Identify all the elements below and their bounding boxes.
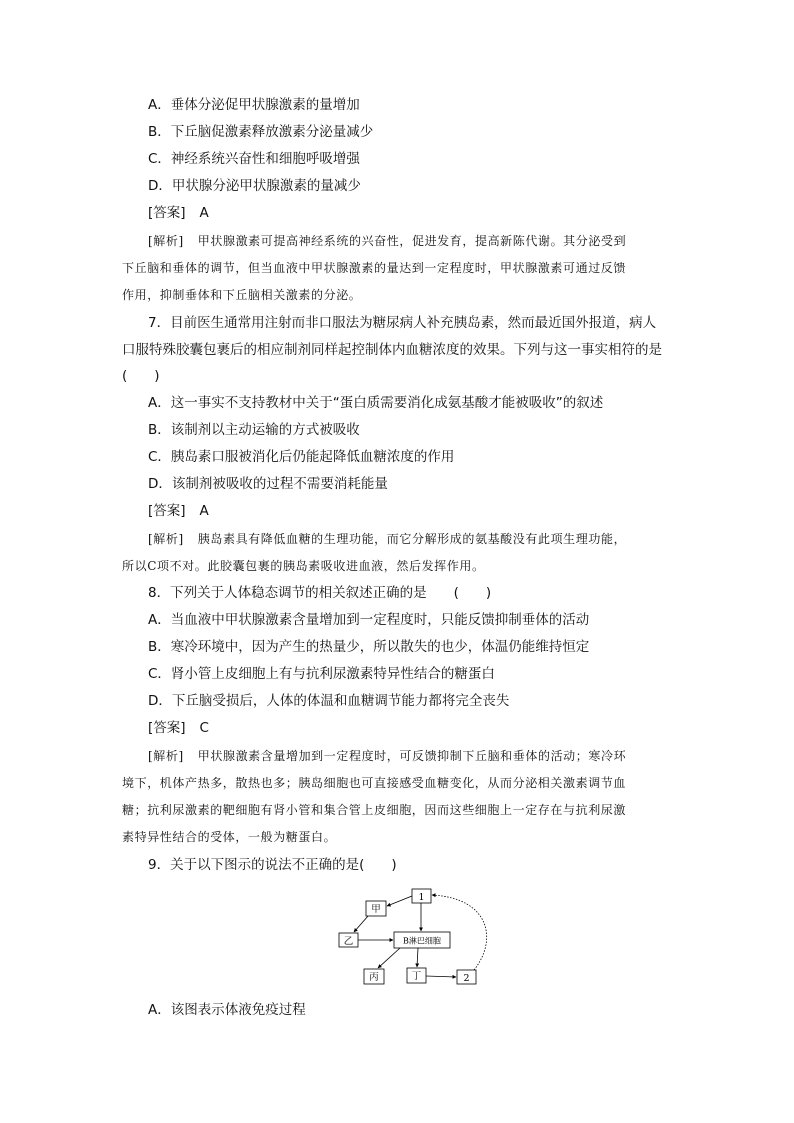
box-b-lymphocyte-label: B淋巴细胞 <box>403 936 441 946</box>
q8-option-b: B．寒冷环境中，因为产生的热量少，所以散失的也少，体温仍能维持恒定 <box>148 639 590 655</box>
analysis-tag: [解析] <box>148 532 184 546</box>
arrow-b-to-bing <box>378 948 400 968</box>
q7-stem-line-2: 口服特殊胶囊包裹后的相应制剂同样起控制体内血糖浓度的效果。下列与这一事实相符的是 <box>122 342 662 358</box>
analysis-text: 甲状腺激素可提高神经系统的兴奋性，促进发育，提高新陈代谢。其分泌受到 <box>197 234 627 248</box>
answer-tag: [答案] <box>148 205 186 221</box>
immune-process-diagram <box>330 880 500 992</box>
box-1-label: 1 <box>418 892 425 903</box>
q8-analysis-line-3: 糖；抗利尿激素的靶细胞有肾小管和集合管上皮细胞，因而这些细胞上一定存在与抗利尿激 <box>122 803 627 817</box>
q8-analysis-line-2: 境下，机体产热多，散热也多；胰岛细胞也可直接感受血糖变化，从而分泌相关激素调节血 <box>122 776 627 790</box>
q7-analysis-line-2: 所以C项不对。此胶囊包裹的胰岛素吸收进血液，然后发挥作用。 <box>122 559 485 573</box>
q6-option-d: D．甲状腺分泌甲状腺激素的量减少 <box>148 178 361 194</box>
q8-option-c: C．肾小管上皮细胞上有与抗利尿激素特异性结合的糖蛋白 <box>148 666 495 682</box>
box-jia-label: 甲 <box>371 904 381 915</box>
q8-option-d: D．下丘脑受损后，人体的体温和血糖调节能力都将完全丧失 <box>148 693 510 709</box>
q6-answer <box>148 204 209 222</box>
box-bing-label: 丙 <box>369 972 379 983</box>
box-2-label: 2 <box>463 973 470 984</box>
arrow-ding-to-2 <box>426 976 456 977</box>
q9-stem: 9．关于以下图示的说法不正确的是( ) <box>148 857 397 873</box>
analysis-tag: [解析] <box>148 234 184 248</box>
analysis-text: 甲状腺激素含量增加到一定程度时，可反馈抑制下丘脑和垂体的活动；寒冷环 <box>197 749 627 763</box>
q8-answer <box>148 719 209 737</box>
q9-option-a: A．该图表示体液免疫过程 <box>148 1002 306 1018</box>
box-yi-label: 乙 <box>343 936 354 947</box>
q8-stem: 8．下列关于人体稳态调节的相关叙述正确的是 ( ) <box>148 585 492 601</box>
q7-option-c: C．胰岛素口服被消化后仍能起降低血糖浓度的作用 <box>148 449 455 465</box>
q6-analysis-line-3: 作用，抑制垂体和下丘脑相关激素的分泌。 <box>122 288 362 302</box>
analysis-tag: [解析] <box>148 749 184 763</box>
q8-analysis-line-4: 素特异性结合的受体，一般为糖蛋白。 <box>122 830 337 844</box>
q7-option-a: A．这一事实不支持教材中关于“蛋白质需要消化成氨基酸才能被吸收”的叙述 <box>148 395 604 411</box>
q6-analysis-line-2: 下丘脑和垂体的调节，但当血液中甲状腺激素的量达到一定程度时，甲状腺激素可通过反馈 <box>122 261 627 275</box>
answer-value: A <box>199 503 209 519</box>
arrow-jia-to-yi <box>354 916 368 932</box>
answer-tag: [答案] <box>148 503 186 519</box>
q6-option-b: B．下丘脑促激素释放激素分泌量减少 <box>148 124 374 140</box>
arrow-1-to-jia <box>387 896 412 906</box>
q7-stem-line-3: ( ) <box>122 368 160 384</box>
q8-analysis-line-1 <box>148 747 626 765</box>
q6-option-a: A．垂体分泌促甲状腺激素的量增加 <box>148 97 360 113</box>
q7-option-b: B．该制剂以主动运输的方式被吸收 <box>148 422 360 438</box>
q7-analysis-line-1 <box>148 530 626 548</box>
q7-stem-line-1: 7．目前医生通常用注射而非口服法为糖尿病人补充胰岛素，然而最近国外报道，病人 <box>148 315 657 331</box>
box-ding-label: 丁 <box>411 971 422 982</box>
q7-answer <box>148 502 209 520</box>
q6-analysis-line-1 <box>148 232 626 250</box>
answer-value: C <box>199 720 209 736</box>
q7-option-d: D．该制剂被吸收的过程不需要消耗能量 <box>148 476 388 492</box>
analysis-text: 胰岛素具有降低血糖的生理功能，而它分解形成的氨基酸没有此项生理功能， <box>197 532 627 546</box>
q8-option-a: A．当血液中甲状腺激素含量增加到一定程度时，只能反馈抑制垂体的活动 <box>148 612 590 628</box>
answer-value: A <box>199 205 209 221</box>
q6-option-c: C．神经系统兴奋性和细胞呼吸增强 <box>148 151 360 167</box>
arrow-b-to-ding <box>417 948 418 967</box>
answer-tag: [答案] <box>148 720 186 736</box>
